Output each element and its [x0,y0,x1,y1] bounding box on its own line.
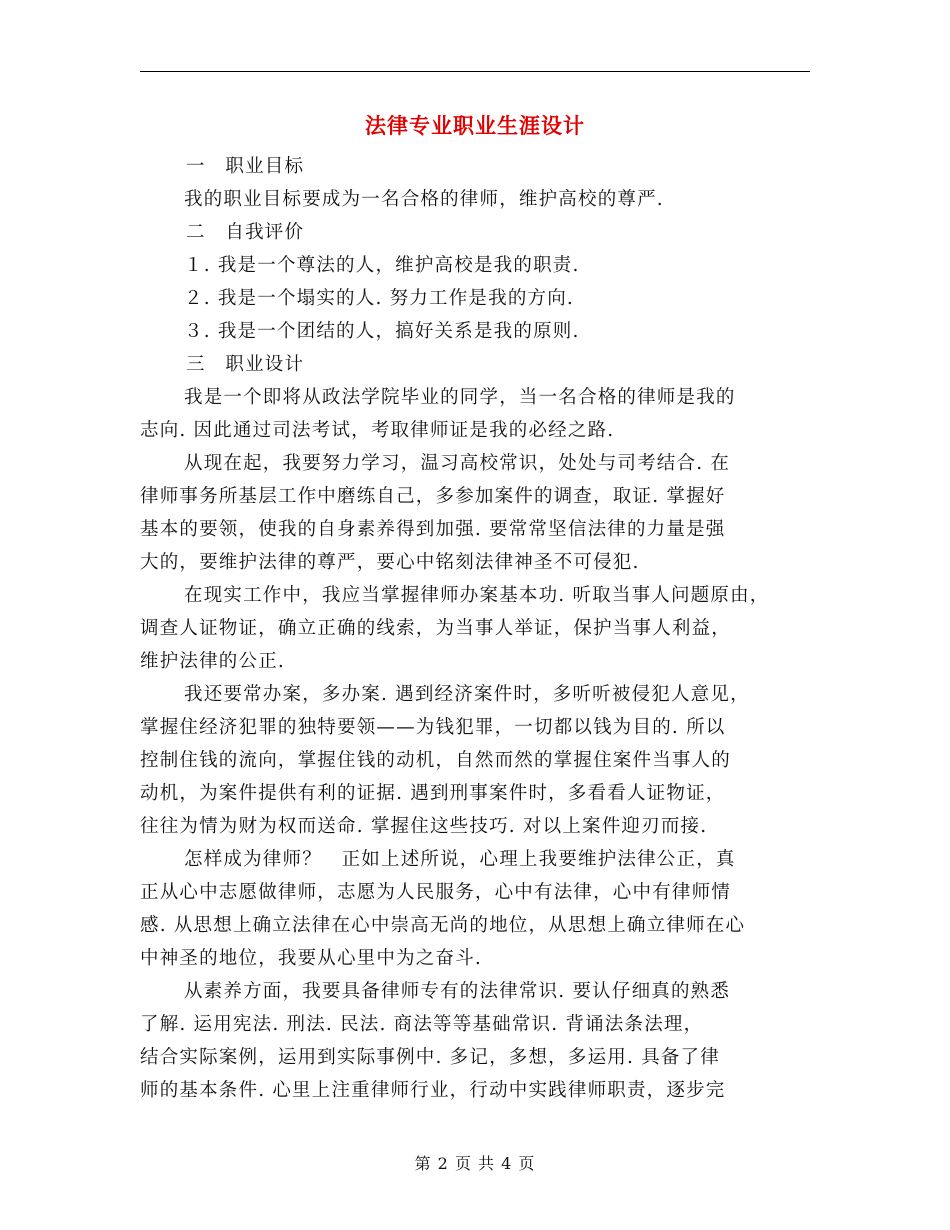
section-heading: 三 职业设计 [186,354,305,375]
document-title: 法律专业职业生涯设计 [365,114,585,138]
text-line: 从现在起，我要努力学习，温习高校常识，处处与司考结合. 在 [184,453,731,474]
text-line: 律师事务所基层工作中磨练自己，多参加案件的调查，取证. 掌握好 [140,486,726,507]
text-line: 在现实工作中，我应当掌握律师办案基本功. 听取当事人问题原由， [184,585,770,606]
text-line: 志向. 因此通过司法考试，考取律师证是我的必经之路. [140,420,615,441]
document-body [140,150,810,1107]
section-heading: 二 自我评价 [186,222,305,243]
text-line: 大的，要维护法律的尊严，要心中铭刻法律神圣不可侵犯. [140,552,640,573]
text-line: １. 我是一个尊法的人，维护高校是我的职责. [184,255,580,276]
text-line: 往往为情为财为权而送命. 掌握住这些技巧. 对以上案件迎刃而接. [140,816,708,837]
text-line: ２. 我是一个塌实的人. 努力工作是我的方向. [184,288,575,309]
text-line: 结合实际案例，运用到实际事例中. 多记，多想，多运用. 具备了律 [140,1047,720,1068]
header-rule [140,71,810,72]
text-line: ３. 我是一个团结的人，搞好关系是我的原则. [184,321,580,342]
page-footer: 第 2 页 共 4 页 [414,1154,536,1173]
text-line: 我还要常办案，多办案. 遇到经济案件时，多听听被侵犯人意见， [184,684,750,705]
text-line: 怎样成为律师？ 正如上述所说，心理上我要维护法律公正，真 [184,849,736,870]
text-line: 从素养方面，我要具备律师专有的法律常识. 要认仔细真的熟悉 [184,981,731,1002]
text-line: 中神圣的地位，我要从心里中为之奋斗. [140,948,482,969]
text-line: 正从心中志愿做律师，志愿为人民服务，心中有法律，心中有律师情 [140,882,732,903]
text-line: 调查人证物证，确立正确的线索，为当事人举证，保护当事人利益， [140,618,732,639]
text-line: 控制住钱的流向，掌握住钱的动机，自然而然的掌握住案件当事人的 [140,750,732,771]
text-line: 掌握住经济犯罪的独特要领——为钱犯罪，一切都以钱为目的. 所以 [140,717,726,738]
text-line: 感. 从思想上确立法律在心中崇高无尚的地位，从思想上确立律师在心 [140,915,746,936]
text-line: 我是一个即将从政法学院毕业的同学，当一名合格的律师是我的 [184,387,736,408]
text-line: 基本的要领，使我的自身素养得到加强. 要常常坚信法律的力量是强 [140,519,726,540]
text-line: 动机，为案件提供有利的证据. 遇到刑事案件时，多看看人证物证， [140,783,726,804]
text-line: 我的职业目标要成为一名合格的律师，维护高校的尊严. [184,189,664,210]
text-line: 师的基本条件. 心里上注重律师行业，行动中实践律师职责，逐步完 [140,1080,726,1101]
text-line: 了解. 运用宪法. 刑法. 民法. 商法等等基础常识. 背诵法条法理， [140,1014,704,1035]
text-line: 维护法律的公正. [140,651,285,672]
section-heading: 一 职业目标 [186,156,305,177]
